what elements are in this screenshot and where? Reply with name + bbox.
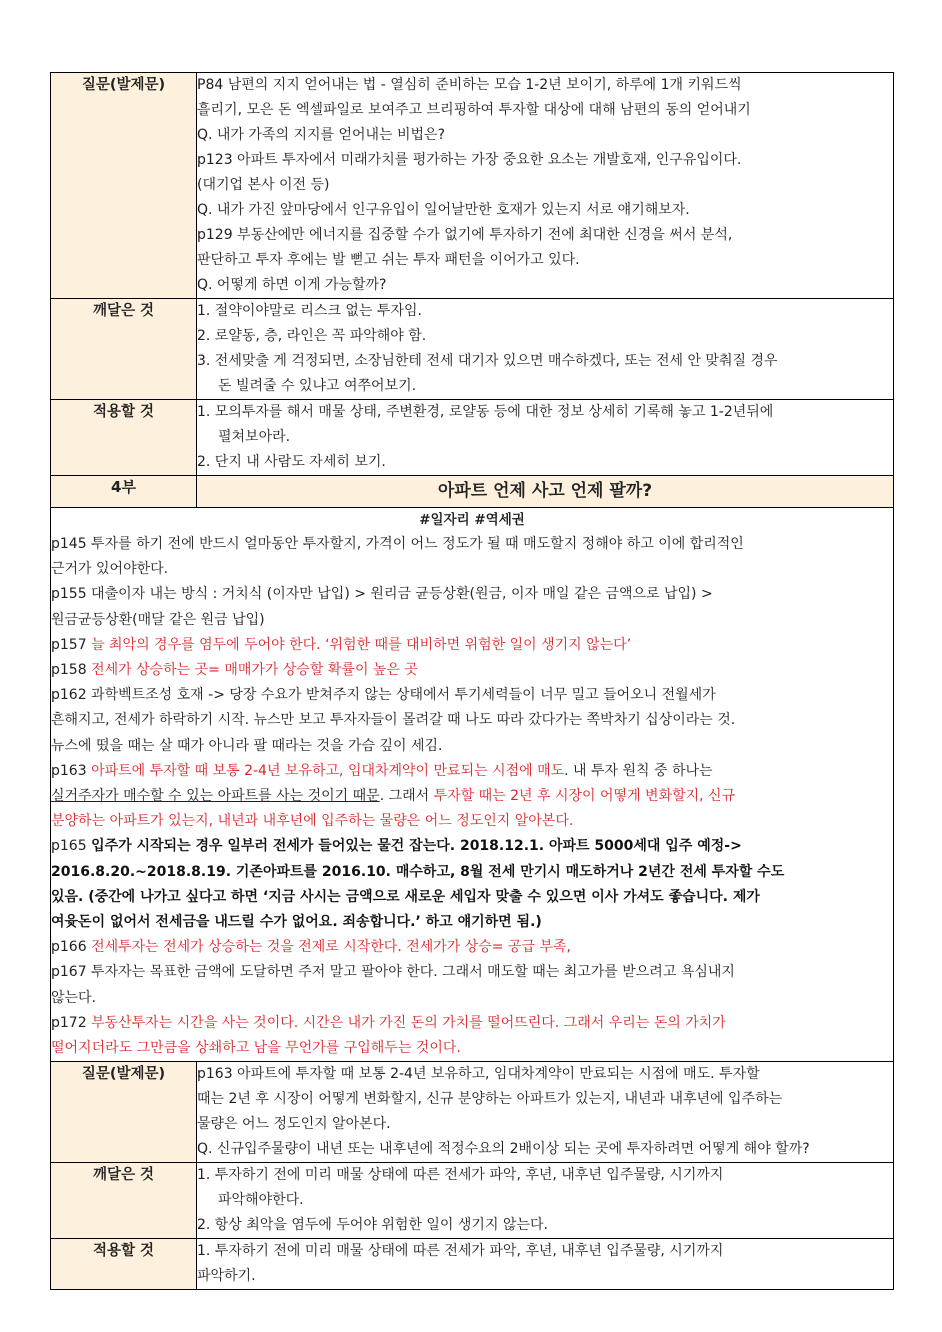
text-line: 2. 단지 내 사람도 자세히 보기. <box>197 454 386 470</box>
part-body-row <box>51 508 894 1062</box>
hashtags: #일자리 #역세권 <box>419 512 525 528</box>
text-line: 분양하는 아파트가 있는지, 내년과 내후년에 입주하는 물량은 어느 정도인지 알아본다. <box>51 813 574 830</box>
question-content <box>197 1062 894 1163</box>
text-line: p145 투자를 하기 전에 반드시 얼마동안 투자할지, 가격이 어느 정도가 될 때 매도할지 정해야 하고 이에 합리적인 <box>51 536 744 552</box>
text-line: 근거가 있어야한다. <box>51 561 169 578</box>
question-content <box>197 73 894 299</box>
text-line: Q. 내가 가진 앞마당에서 인구유입이 일어날만한 호재가 있는지 서로 얘기해보자. <box>197 202 690 218</box>
text-line: 파악하기. <box>197 1268 256 1285</box>
text-line: 2. 항상 최악을 염두에 두어야 위험한 일이 생기지 않는다. <box>197 1217 548 1234</box>
part-title: 아파트 언제 사고 언제 팔까? <box>197 476 894 508</box>
text-line: 2016.8.20.~2018.8.19. 기존아파트를 2016.10. 매수하고, 8월 전세 만기시 매도하거나 2년간 전세 투자할 수도 <box>51 863 785 880</box>
highlight-text: 전세가 상승하는 곳= 매매가가 상승할 확률이 높은 곳 <box>91 662 418 679</box>
question-label: 질문(발제문) <box>51 1062 197 1163</box>
text-line <box>51 784 893 809</box>
text-line: p167 투자자는 목표한 금액에 도달하면 주저 말고 팔아야 한다. 그래서 매도할 때는 최고가를 받으려고 욕심내지 <box>51 964 735 981</box>
text-line: Q. 내가 가족의 지지를 얻어내는 비법은? <box>197 127 446 143</box>
text-line: 때는 2년 후 시장이 어떻게 변화할지, 신규 분양하는 아파트가 있는지, 내년과 내후년에 입주하는 <box>197 1091 783 1108</box>
realize-content <box>197 299 894 400</box>
page-ref: p158 <box>51 662 92 679</box>
text-line: 판단하고 투자 후에는 발 뻗고 쉬는 투자 패턴을 이어가고 있다. <box>197 252 580 268</box>
text-line: Q. 어떻게 하면 이게 가능할까? <box>197 277 387 293</box>
text-line: p162 과학벡트조성 호재 -> 당장 수요가 받쳐주지 않는 상태에서 투기세력들이 너무 밀고 들어오니 전월세가 <box>51 687 716 704</box>
page-ref: p163 <box>51 762 92 779</box>
text-line: 있음. (중간에 나가고 싶다고 하면 ‘지금 사시는 금액으로 새로운 세입자 맞출 수 있으면 이사 가셔도 좋습니다. 제가 <box>51 888 760 905</box>
page-ref: p166 <box>51 939 92 956</box>
text-line: 흔해지고, 전세가 하락하기 시작. 뉴스만 보고 투자자들이 몰려갈 때 나도 따라 갔다가는 쪽박차기 십상이라는 것. <box>51 712 736 729</box>
text-line: 1. 모의투자를 해서 매물 상태, 주변환경, 로얄동 등에 대한 정보 상세히 기록해 놓고 1-2년뒤에 <box>197 404 774 420</box>
realize-content <box>197 1163 894 1239</box>
realize-row-2 <box>51 1163 894 1239</box>
apply-content <box>197 400 894 476</box>
text-line: Q. 신규입주물량이 내년 또는 내후년에 적정수요의 2배이상 되는 곳에 투자하려면 어떻게 해야 할까? <box>197 1141 810 1158</box>
text-line: 돈 빌려줄 수 있냐고 여쭈어보기. <box>218 378 417 394</box>
apply-label: 적용할 것 <box>51 400 197 476</box>
highlight-text: 아파트에 투자할 때 보통 2-4년 보유하고, 임대차계약이 만료되는 시점에 매도 <box>91 762 565 779</box>
page-ref: p165 <box>51 838 92 855</box>
text-line: 여윳돈이 없어서 전세금을 내드릴 수가 없어요. 죄송합니다.’ 하고 얘기하면 됨.) <box>51 914 542 931</box>
text-line: 펼쳐보아라. <box>218 429 291 445</box>
text-line: (대기업 본사 이전 등) <box>197 177 330 193</box>
apply-row-1 <box>51 400 894 476</box>
question-label: 질문(발제문) <box>51 73 197 299</box>
text-line: 1. 투자하기 전에 미리 매물 상태에 따른 전세가 파악, 후년, 내후년 입주물량, 시기까지 <box>197 1167 724 1184</box>
highlight-text: 전세투자는 전세가 상승하는 것을 전제로 시작한다. 전세가가 상승= 공급 부족, <box>91 939 571 956</box>
text-line: p123 아파트 투자에서 미래가치를 평가하는 가장 중요한 요소는 개발호재, 인구유입이다. <box>197 152 742 168</box>
underlined-text: 실거주자가 매수할 수 있는 아파트를 사는 것이기 때문 <box>51 788 380 805</box>
text-line <box>51 759 893 784</box>
page-ref: p172 <box>51 1014 92 1031</box>
text-line: 파악해야한다. <box>218 1192 304 1209</box>
text-line: p155 대출이자 내는 방식 : 거치식 (이자만 납입) > 원리금 균등상환(원금, 이자 매일 같은 금액으로 납입) > <box>51 586 713 603</box>
apply-label: 적용할 것 <box>51 1239 197 1290</box>
page-ref: p157 <box>51 636 92 653</box>
text-line: 3. 전세맞출 게 걱정되면, 소장님한테 전세 대기자 있으면 매수하겠다, 또는 전세 안 맞춰질 경우 <box>197 353 778 369</box>
text-line: p129 부동산에만 에너지를 집중할 수가 없기에 투자하기 전에 최대한 신경을 써서 분석, <box>197 227 733 243</box>
bold-text: 입주가 시작되는 경우 일부러 전세가 들어있는 물건 잡는다. 2018.12.1. 아파트 5000세대 입주 예정-> <box>91 838 742 855</box>
text-line <box>51 633 893 658</box>
text-line: 1. 절약이야말로 리스크 없는 투자임. <box>197 303 422 319</box>
text-line <box>51 834 893 859</box>
text-line: 2. 로얄동, 층, 라인은 꼭 파악해야 함. <box>197 328 427 344</box>
plain-text: . 내 투자 원칙 중 하나는 <box>564 762 713 779</box>
part-body <box>51 508 894 1062</box>
text-line: 떨어지더라도 그만큼을 상쇄하고 남을 무언가를 구입해두는 것이다. <box>51 1040 461 1057</box>
text-line: P84 남편의 지지 얻어내는 법 - 열심히 준비하는 모습 1-2년 보이기, 하루에 1개 키워드씩 <box>197 77 742 93</box>
text-line <box>51 658 893 683</box>
part-number: 4부 <box>51 476 197 508</box>
realize-label: 깨달은 것 <box>51 299 197 400</box>
highlight-text: 부동산투자는 시간을 사는 것이다. 시간은 내가 가진 돈의 가치를 떨어뜨린다. 그래서 우리는 돈의 가치가 <box>91 1014 726 1031</box>
text-line: 뉴스에 떴을 때는 살 때가 아니라 팔 때라는 것을 가슴 깊이 세김. <box>51 737 443 754</box>
text-line: 않는다. <box>51 989 97 1006</box>
text-line <box>51 1011 893 1036</box>
text-line: 원금균등상환(매달 같은 원금 납입) <box>51 611 265 628</box>
text-line: 물량은 어느 정도인지 알아본다. <box>197 1116 391 1133</box>
realize-label: 깨달은 것 <box>51 1163 197 1239</box>
part-header-row <box>51 476 894 508</box>
text-line: 1. 투자하기 전에 미리 매물 상태에 따른 전세가 파악, 후년, 내후년 입주물량, 시기까지 <box>197 1243 724 1260</box>
text-line: p163 아파트에 투자할 때 보통 2-4년 보유하고, 임대차계약이 만료되는 시점에 매도. 투자할 <box>197 1066 760 1083</box>
text-line: 흘리기, 모은 돈 엑셀파일로 보여주고 브리핑하여 투자할 대상에 대해 남편의 동의 얻어내기 <box>197 102 751 118</box>
realize-row-1 <box>51 299 894 400</box>
plain-text: . 그래서 <box>379 788 434 805</box>
question-row-1 <box>51 73 894 299</box>
apply-row-2 <box>51 1239 894 1290</box>
highlight-text: 투자할 때는 2년 후 시장이 어떻게 변화할지, 신규 <box>433 788 736 805</box>
question-row-2 <box>51 1062 894 1163</box>
text-line <box>51 935 893 960</box>
apply-content <box>197 1239 894 1290</box>
book-report-table <box>50 72 894 1290</box>
highlight-text: 늘 최악의 경우를 염두에 두어야 한다. ‘위험한 때를 대비하면 위험한 일이 생기지 않는다’ <box>91 636 632 653</box>
